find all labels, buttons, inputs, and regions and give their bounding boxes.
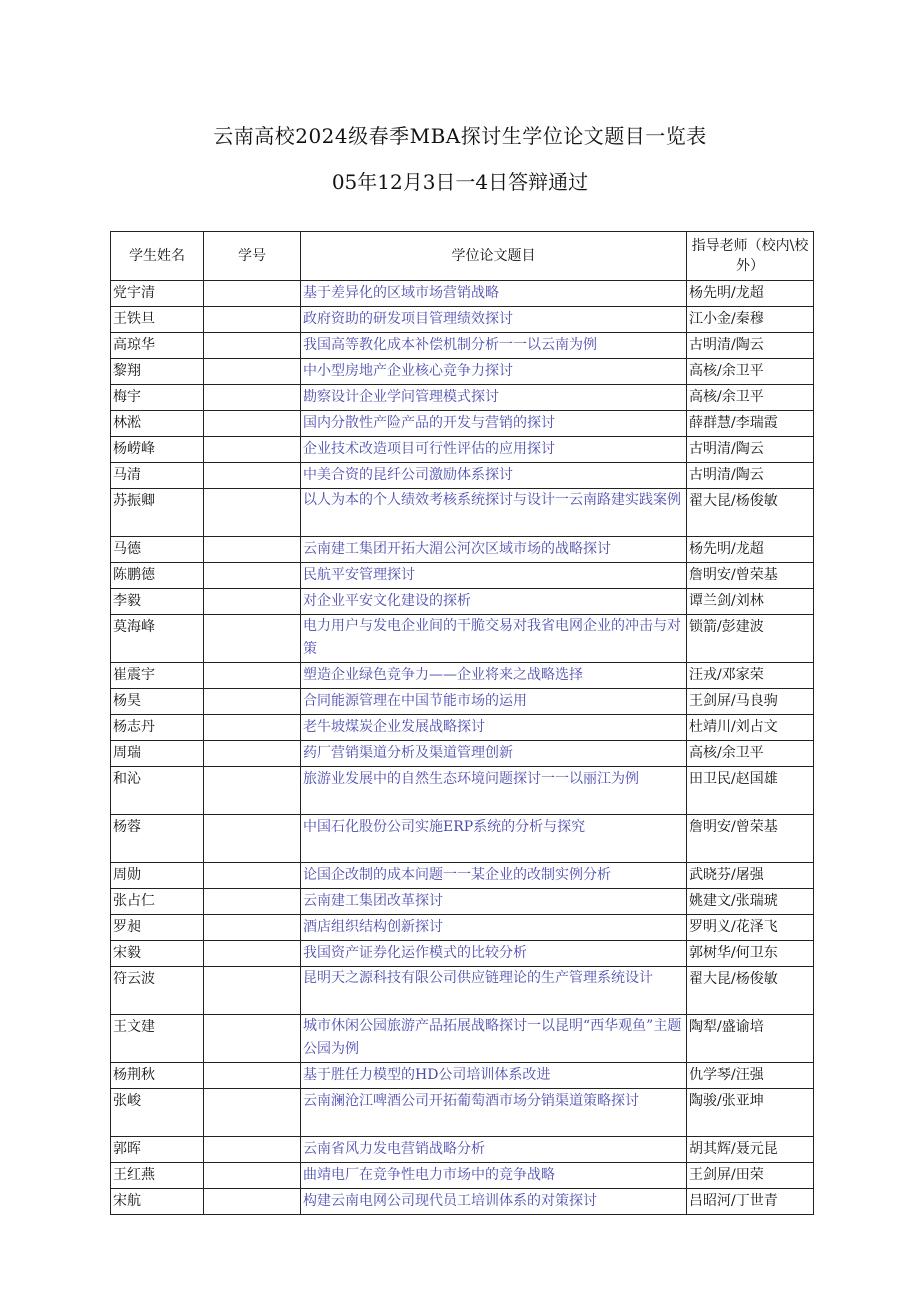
advisor: 郭树华/何卫东 — [687, 941, 814, 967]
student-name: 周瑞 — [111, 741, 204, 767]
table-row — [111, 663, 814, 689]
table-row — [111, 941, 814, 967]
table-row — [111, 767, 814, 815]
student-id — [204, 359, 301, 385]
student-name: 宋毅 — [111, 941, 204, 967]
table-row — [111, 1189, 814, 1215]
table-row — [111, 1015, 814, 1063]
student-id — [204, 1137, 301, 1163]
thesis-topic: 我国高等教化成本补偿机制分析一一以云南为例 — [301, 333, 687, 359]
student-id — [204, 663, 301, 689]
table-header-row — [111, 232, 814, 281]
document-title: 云南高校2024级春季MBA探讨生学位论文题目一览表 — [213, 124, 707, 148]
table-row — [111, 741, 814, 767]
advisor: 姚建文/张瑞琥 — [687, 889, 814, 915]
table-row — [111, 359, 814, 385]
advisor: 胡其辉/聂元昆 — [687, 1137, 814, 1163]
table-row — [111, 1063, 814, 1089]
advisor: 汪戎/邓家荣 — [687, 663, 814, 689]
thesis-topic: 对企业平安文化建设的探析 — [301, 589, 687, 615]
student-name: 莫海峰 — [111, 615, 204, 663]
thesis-topic: 以人为本的个人绩效考核系统探讨与设计一云南路建实践案例 — [301, 489, 687, 537]
table-row — [111, 385, 814, 411]
advisor: 杜靖川/刘占文 — [687, 715, 814, 741]
student-id — [204, 863, 301, 889]
table-row — [111, 967, 814, 1015]
thesis-topic: 云南省风力发电营销战略分析 — [301, 1137, 687, 1163]
table-row — [111, 1163, 814, 1189]
thesis-topic: 旅游业发展中的自然生态环境问题探讨一一以丽江为例 — [301, 767, 687, 815]
advisor: 陶犁/盛谕培 — [687, 1015, 814, 1063]
student-id — [204, 889, 301, 915]
advisor: 吕昭河/丁世青 — [687, 1189, 814, 1215]
student-id — [204, 715, 301, 741]
advisor: 杨先明/龙超 — [687, 281, 814, 307]
advisor: 田卫民/赵国雄 — [687, 767, 814, 815]
advisor: 陶骏/张亚坤 — [687, 1089, 814, 1137]
table-row — [111, 463, 814, 489]
student-id — [204, 967, 301, 1015]
student-id — [204, 589, 301, 615]
student-id — [204, 437, 301, 463]
thesis-topic: 老牛坡煤炭企业发展战略探讨 — [301, 715, 687, 741]
student-id — [204, 915, 301, 941]
advisor: 翟大昆/杨俊敏 — [687, 489, 814, 537]
thesis-topic: 基于差异化的区域市场营销战略 — [301, 281, 687, 307]
student-id — [204, 489, 301, 537]
student-id — [204, 563, 301, 589]
student-name: 王红燕 — [111, 1163, 204, 1189]
student-name: 王文建 — [111, 1015, 204, 1063]
student-id — [204, 1063, 301, 1089]
student-name: 林淞 — [111, 411, 204, 437]
document-subtitle: 05年12月3日一4日答辩通过 — [331, 170, 589, 194]
advisor: 詹明安/曾荣基 — [687, 815, 814, 863]
thesis-topic: 曲靖电厂在竞争性电力市场中的竞争战略 — [301, 1163, 687, 1189]
table-row — [111, 715, 814, 741]
advisor: 高核/余卫平 — [687, 385, 814, 411]
student-name: 马清 — [111, 463, 204, 489]
thesis-topic: 中国石化股份公司实施ERP系统的分析与探究 — [301, 815, 687, 863]
advisor: 武晓芬/屠强 — [687, 863, 814, 889]
student-id — [204, 385, 301, 411]
advisor: 王剑屏/马良驹 — [687, 689, 814, 715]
student-id — [204, 767, 301, 815]
thesis-topic: 民航平安管理探讨 — [301, 563, 687, 589]
thesis-topic: 勘察设计企业学问管理模式探讨 — [301, 385, 687, 411]
table-row — [111, 1137, 814, 1163]
header-student-id: 学号 — [204, 232, 301, 281]
table-row — [111, 411, 814, 437]
student-name: 苏振卿 — [111, 489, 204, 537]
table-row — [111, 689, 814, 715]
thesis-topic: 基于胜任力模型的HD公司培训体系改进 — [301, 1063, 687, 1089]
header-student-name: 学生姓名 — [111, 232, 204, 281]
advisor: 古明清/陶云 — [687, 437, 814, 463]
table-row — [111, 437, 814, 463]
thesis-topic: 城市休闲公园旅游产品拓展战略探讨一以昆明“西华观鱼”主题公园为例 — [301, 1015, 687, 1063]
table-row — [111, 863, 814, 889]
student-id — [204, 615, 301, 663]
student-name: 崔震宇 — [111, 663, 204, 689]
student-name: 马德 — [111, 537, 204, 563]
advisor: 古明清/陶云 — [687, 333, 814, 359]
table-row — [111, 489, 814, 537]
student-name: 王铁旦 — [111, 307, 204, 333]
advisor: 仇学琴/汪强 — [687, 1063, 814, 1089]
table-row — [111, 1089, 814, 1137]
student-name: 杨志丹 — [111, 715, 204, 741]
student-name: 杨蓉 — [111, 815, 204, 863]
student-name: 张峻 — [111, 1089, 204, 1137]
student-name: 党宇清 — [111, 281, 204, 307]
thesis-topic: 中美合资的昆纤公司激励体系探讨 — [301, 463, 687, 489]
thesis-topic: 药厂营销渠道分析及渠道管理创新 — [301, 741, 687, 767]
header-advisor: 指导老师（校内\校外） — [687, 232, 814, 281]
thesis-topic: 论国企改制的成本问题一一某企业的改制实例分析 — [301, 863, 687, 889]
table-row — [111, 563, 814, 589]
thesis-topic: 国内分散性产险产品的开发与营销的探讨 — [301, 411, 687, 437]
student-id — [204, 537, 301, 563]
thesis-topic: 构建云南电网公司现代员工培训体系的对策探讨 — [301, 1189, 687, 1215]
thesis-topic: 昆明天之源科技有限公司供应链理论的生产管理系统设计 — [301, 967, 687, 1015]
advisor: 江小金/秦穆 — [687, 307, 814, 333]
student-id — [204, 1163, 301, 1189]
student-name: 罗昶 — [111, 915, 204, 941]
table-row — [111, 615, 814, 663]
student-name: 周勋 — [111, 863, 204, 889]
student-id — [204, 1189, 301, 1215]
table-row — [111, 589, 814, 615]
advisor: 高核/余卫平 — [687, 359, 814, 385]
table-row — [111, 333, 814, 359]
student-name: 高琼华 — [111, 333, 204, 359]
advisor: 罗明义/花泽飞 — [687, 915, 814, 941]
student-name: 杨崂峰 — [111, 437, 204, 463]
thesis-topic: 中小型房地产企业核心竞争力探讨 — [301, 359, 687, 385]
thesis-topic: 政府资助的研发项目管理绩效探讨 — [301, 307, 687, 333]
thesis-topic: 企业技术改造项目可行性评估的应用探讨 — [301, 437, 687, 463]
student-id — [204, 463, 301, 489]
advisor: 王剑屏/田荣 — [687, 1163, 814, 1189]
student-name: 李毅 — [111, 589, 204, 615]
thesis-topic: 合同能源管理在中国节能市场的运用 — [301, 689, 687, 715]
advisor: 薛群慧/李瑞霞 — [687, 411, 814, 437]
table-row — [111, 537, 814, 563]
table-row — [111, 281, 814, 307]
student-id — [204, 741, 301, 767]
student-id — [204, 689, 301, 715]
student-name: 黎翔 — [111, 359, 204, 385]
advisor: 杨先明/龙超 — [687, 537, 814, 563]
student-name: 宋航 — [111, 1189, 204, 1215]
thesis-table — [110, 231, 814, 1215]
advisor: 古明清/陶云 — [687, 463, 814, 489]
student-name: 符云波 — [111, 967, 204, 1015]
advisor: 锁箭/彭建波 — [687, 615, 814, 663]
student-id — [204, 307, 301, 333]
header-thesis-topic: 学位论文题目 — [301, 232, 687, 281]
thesis-topic: 我国资产证券化运作模式的比较分析 — [301, 941, 687, 967]
table-row — [111, 815, 814, 863]
student-id — [204, 941, 301, 967]
thesis-topic: 云南建工集团开拓大湄公河次区域市场的战略探讨 — [301, 537, 687, 563]
thesis-topic: 酒店组织结构创新探讨 — [301, 915, 687, 941]
thesis-topic: 云南建工集团改革探讨 — [301, 889, 687, 915]
student-id — [204, 411, 301, 437]
thesis-topic: 电力用户与发电企业间的干脆交易对我省电网企业的冲击与对策 — [301, 615, 687, 663]
table-row — [111, 915, 814, 941]
student-id — [204, 815, 301, 863]
thesis-topic: 云南澜沧江啤酒公司开拓葡萄酒市场分销渠道策略探讨 — [301, 1089, 687, 1137]
student-name: 梅宇 — [111, 385, 204, 411]
student-id — [204, 281, 301, 307]
advisor: 詹明安/曾荣基 — [687, 563, 814, 589]
table-row — [111, 307, 814, 333]
table-row — [111, 889, 814, 915]
student-name: 陈鹏德 — [111, 563, 204, 589]
advisor: 高核/余卫平 — [687, 741, 814, 767]
advisor: 谭兰剑/刘林 — [687, 589, 814, 615]
advisor: 翟大昆/杨俊敏 — [687, 967, 814, 1015]
student-name: 杨昊 — [111, 689, 204, 715]
student-name: 和沁 — [111, 767, 204, 815]
student-name: 杨荆秋 — [111, 1063, 204, 1089]
student-id — [204, 1089, 301, 1137]
student-name: 郭晖 — [111, 1137, 204, 1163]
thesis-topic: 塑造企业绿色竞争力——企业将来之战略选择 — [301, 663, 687, 689]
student-name: 张占仁 — [111, 889, 204, 915]
student-id — [204, 333, 301, 359]
student-id — [204, 1015, 301, 1063]
